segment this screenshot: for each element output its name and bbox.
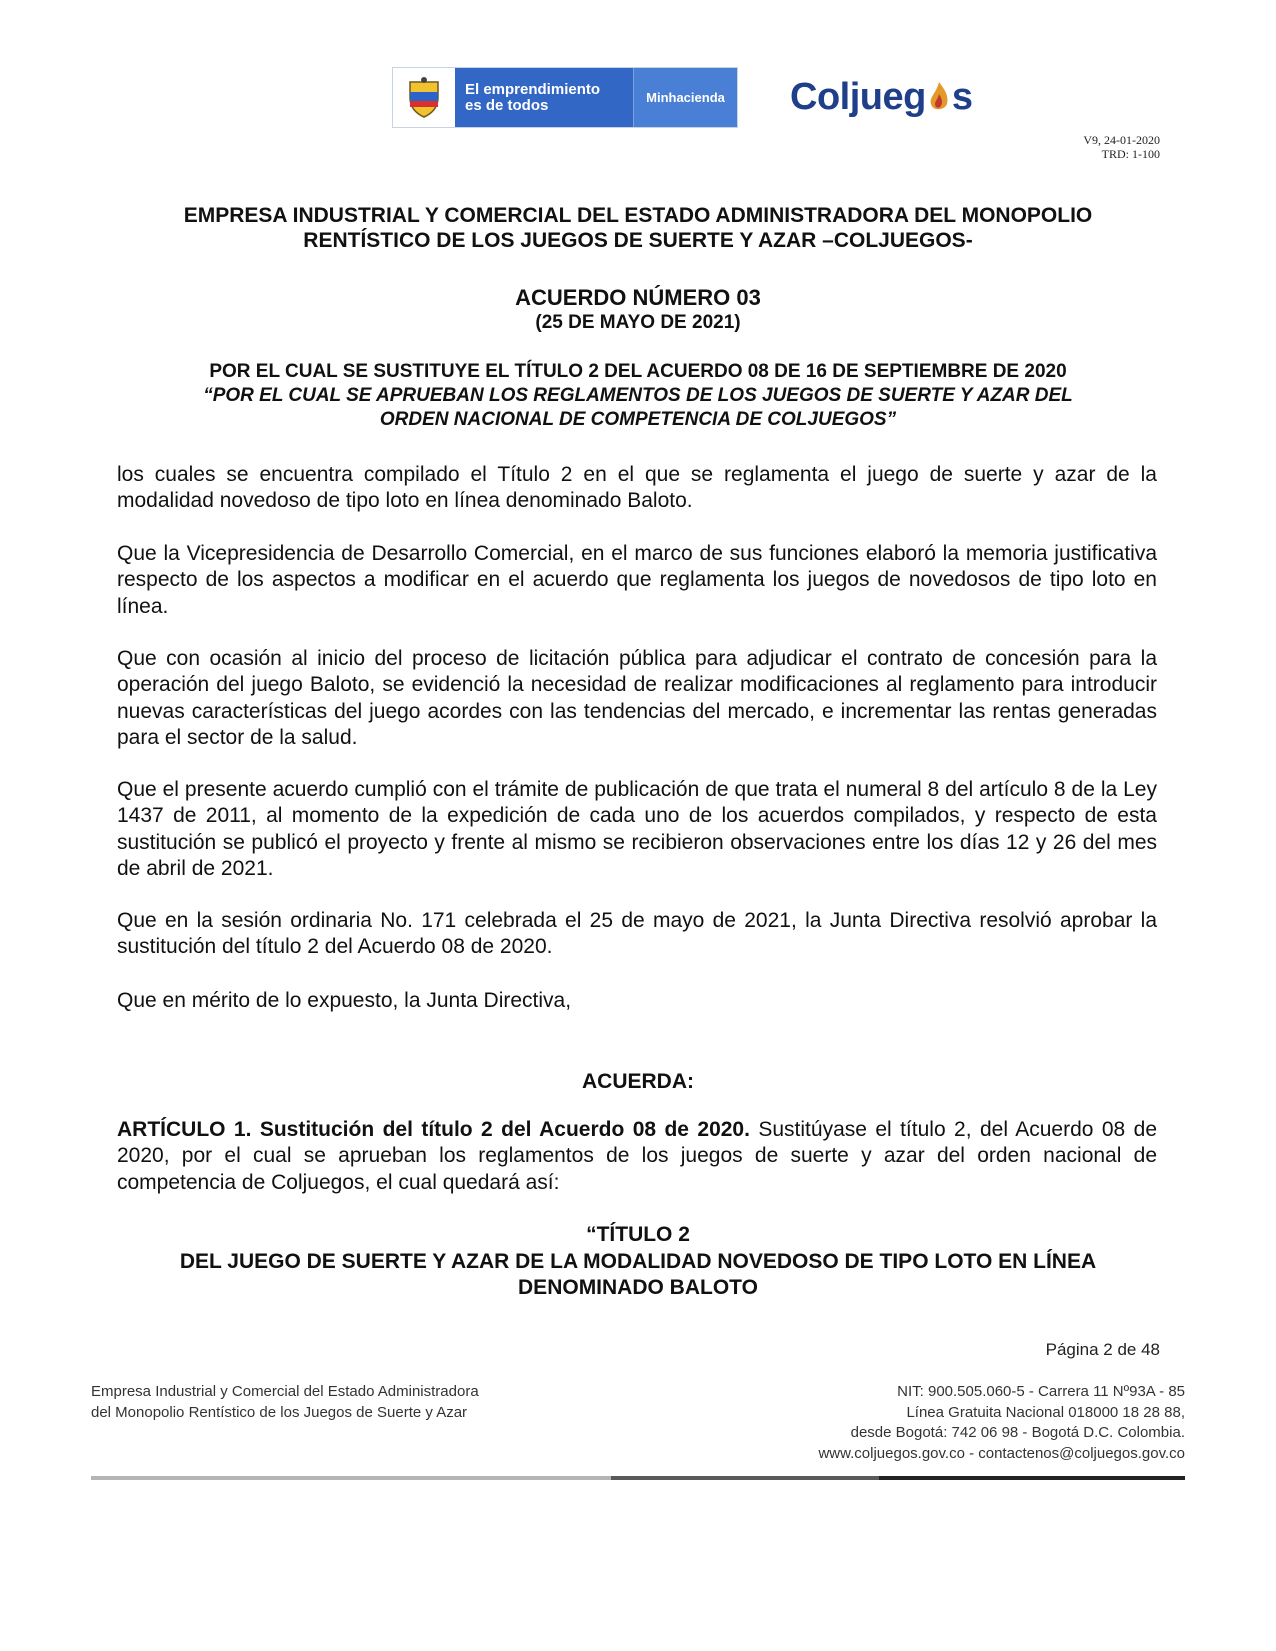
- trd-text: TRD: 1-100: [1101, 147, 1160, 161]
- paragraph-4: Que el presente acuerdo cumplió con el trámite de publicación de que trata el numeral 8 del artículo 8 de la Ley 1437 de 2011, al momento de la expedición de cada uno de los acuerdos compilados, y respecto de esta sustitución se publicó el proyecto y frente al mismo se recibieron observaciones entre los días 12 y 26 del mes de abril de 2021.: [117, 778, 1157, 880]
- gov-slogan-line2: es de todos: [465, 96, 549, 114]
- footer-left-line1: Empresa Industrial y Comercial del Estado Administradora: [91, 1383, 479, 1400]
- brand-name-b: s: [951, 75, 973, 118]
- titulo-2-line1: DEL JUEGO DE SUERTE Y AZAR DE LA MODALIDAD NOVEDOSO DE TIPO LOTO EN LÍNEA: [179, 1250, 1097, 1273]
- org-title-line1: EMPRESA INDUSTRIAL Y COMERCIAL DEL ESTADO ADMINISTRADORA DEL MONOPOLIO: [183, 204, 1093, 227]
- subject-line2: “POR EL CUAL SE APRUEBAN LOS REGLAMENTOS DE LOS JUEGOS DE SUERTE Y AZAR DEL: [203, 385, 1073, 406]
- paragraph-5: Que en la sesión ordinaria No. 171 celebrada el 25 de mayo de 2021, la Junta Directiva resolvió aprobar la sustitución del título 2 del Acuerdo 08 de 2020.: [117, 909, 1157, 959]
- article-1-label: ARTÍCULO 1. Sustitución del título 2 del Acuerdo 08 de 2020.: [117, 1118, 750, 1141]
- brand-name-a: Coljueg: [790, 75, 926, 118]
- subject-line1: POR EL CUAL SE SUSTITUYE EL TÍTULO 2 DEL ACUERDO 08 DE 16 DE SEPTIEMBRE DE 2020: [209, 361, 1067, 382]
- subject-quoted: [100, 384, 1176, 432]
- footer-left: [91, 1382, 479, 1423]
- acuerdo-number: ACUERDO NÚMERO 03: [515, 285, 761, 310]
- titulo-2-subtitle: [100, 1249, 1176, 1301]
- gov-slogan-line1: El emprendimiento: [465, 80, 601, 98]
- footer-hotline: Línea Gratuita Nacional 018000 18 28 88,: [906, 1403, 1185, 1421]
- subject-line3: ORDEN NACIONAL DE COMPETENCIA DE COLJUEGOS”: [379, 409, 897, 430]
- acuerdo-date: (25 DE MAYO DE 2021): [535, 312, 741, 333]
- org-title-line2: RENTÍSTICO DE LOS JUEGOS DE SUERTE Y AZAR –COLJUEGOS-: [303, 229, 973, 252]
- gov-slogan: [455, 68, 633, 127]
- coat-of-arms-icon: [393, 68, 455, 127]
- article-1-text: Sustitúyase el título 2, del Acuerdo 08 de 2020, por el cual se aprueban los reglamentos de los juegos de suerte y azar del orden nacional de competencia de Coljuegos, el cual quedará así:: [117, 1118, 1157, 1194]
- government-logo: [392, 67, 738, 128]
- acuerda-heading: ACUERDA:: [582, 1070, 694, 1093]
- footer-bogota-phone: desde Bogotá: 742 06 98 - Bogotá D.C. Colombia.: [850, 1424, 1185, 1441]
- coljuegos-logo: [790, 74, 972, 120]
- footer-right: [818, 1382, 1185, 1464]
- version-block: [1083, 133, 1160, 161]
- paragraph-2: Que la Vicepresidencia de Desarrollo Comercial, en el marco de sus funciones elaboró la memoria justificativa respecto de los aspectos a modificar en el acuerdo que reglamenta los juegos de novedosos de tipo loto en línea.: [117, 542, 1157, 618]
- footer-divider: [91, 1476, 1185, 1480]
- titulo-2-heading: “TÍTULO 2: [586, 1223, 690, 1246]
- footer-nit: NIT: 900.505.060-5 - Carrera 11 Nº93A - 85: [897, 1383, 1185, 1400]
- footer-web-email: www.coljuegos.gov.co - contactenos@coljuegos.gov.co: [818, 1444, 1185, 1462]
- footer-left-line2: del Monopolio Rentístico de los Juegos de Suerte y Azar: [91, 1403, 468, 1421]
- flame-icon: [927, 80, 951, 114]
- paragraph-1: los cuales se encuentra compilado el Título 2 en el que se reglamenta el juego de suerte y azar de la modalidad novedoso de tipo loto en línea denominado Baloto.: [117, 463, 1157, 513]
- page-number: Página 2 de 48: [1045, 1340, 1160, 1359]
- version-text: V9, 24-01-2020: [1083, 133, 1160, 147]
- paragraph-3: Que con ocasión al inicio del proceso de licitación pública para adjudicar el contrato de concesión para la operación del juego Baloto, se evidenció la necesidad de realizar modificaciones al reglamento para introducir nuevas características del juego acordes con las tendencias del mercado, e incrementar las rentas generadas para el sector de la salud.: [117, 647, 1157, 749]
- article-1: [117, 1117, 1157, 1196]
- paragraph-6: Que en mérito de lo expuesto, la Junta Directiva,: [117, 989, 572, 1012]
- titulo-2-line2: DENOMINADO BALOTO: [518, 1276, 758, 1299]
- organization-title: [100, 203, 1176, 253]
- gov-ministry: Minhacienda: [633, 68, 737, 127]
